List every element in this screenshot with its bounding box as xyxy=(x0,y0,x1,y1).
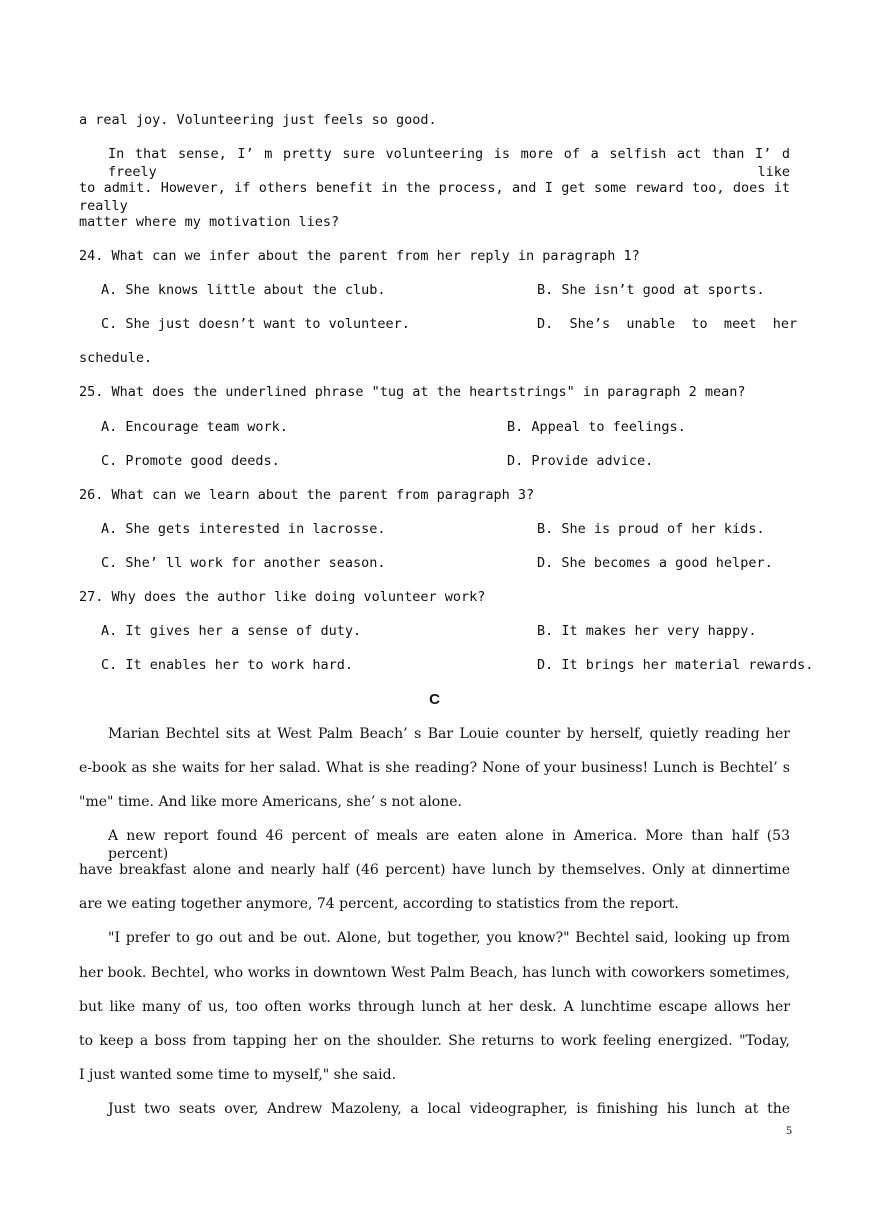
question-27-option-b: B. It makes her very happy. xyxy=(537,623,757,639)
question-27-option-d: D. It brings her material rewards. xyxy=(537,657,814,673)
question-25-option-a: A. Encourage team work. xyxy=(101,419,288,435)
passage-c-line: A new report found 46 percent of meals are eaten alone in America. More than half (53 percent) xyxy=(108,828,790,862)
question-24-option-d: D. She’s unable to meet her xyxy=(537,316,798,332)
passage-b-paragraph-line: matter where my motivation lies? xyxy=(79,214,340,230)
question-24-stem: 24. What can we infer about the parent from her reply in paragraph 1? xyxy=(79,248,640,264)
question-26-option-a: A. She gets interested in lacrosse. xyxy=(101,521,386,537)
passage-b-paragraph-line: to admit. However, if others benefit in the process, and I get some reward too, does it really xyxy=(79,180,790,214)
passage-c-line: "me" time. And like more Americans, she’ s not alone. xyxy=(79,794,462,810)
question-24-option-d-continued: schedule. xyxy=(79,350,153,366)
passage-c-line: her book. Bechtel, who works in downtown West Palm Beach, has lunch with coworkers sometimes, xyxy=(79,965,790,981)
question-25-option-c: C. Promote good deeds. xyxy=(101,453,280,469)
passage-c-line: e-book as she waits for her salad. What is she reading? None of your business! Lunch is Bechtel’ s xyxy=(79,760,790,776)
question-26-stem: 26. What can we learn about the parent from paragraph 3? xyxy=(79,487,535,503)
question-25-option-d: D. Provide advice. xyxy=(507,453,654,469)
question-26-option-d: D. She becomes a good helper. xyxy=(537,555,773,571)
passage-b-paragraph-line: In that sense, I’ m pretty sure volunteering is more of a selfish act than I’ d freely like xyxy=(108,146,790,180)
question-26-option-b: B. She is proud of her kids. xyxy=(537,521,765,537)
question-27-option-c: C. It enables her to work hard. xyxy=(101,657,353,673)
page-number: 5 xyxy=(786,1123,792,1137)
passage-c-line: but like many of us, too often works through lunch at her desk. A lunchtime escape allows her xyxy=(79,999,790,1015)
passage-c-line: Marian Bechtel sits at West Palm Beach’ s Bar Louie counter by herself, quietly reading her xyxy=(108,726,790,742)
question-24-option-b: B. She isn’t good at sports. xyxy=(537,282,765,298)
passage-c-heading: C xyxy=(429,691,440,708)
question-24-option-c: C. She just doesn’t want to volunteer. xyxy=(101,316,410,332)
question-25-option-b: B. Appeal to feelings. xyxy=(507,419,686,435)
passage-c-line: to keep a boss from tapping her on the shoulder. She returns to work feeling energized. "Today, xyxy=(79,1033,790,1049)
passage-c-line: I just wanted some time to myself," she said. xyxy=(79,1067,397,1083)
passage-b-line: a real joy. Volunteering just feels so good. xyxy=(79,112,437,128)
passage-c-line: have breakfast alone and nearly half (46 percent) have lunch by themselves. Only at dinnertime xyxy=(79,862,790,878)
question-27-option-a: A. It gives her a sense of duty. xyxy=(101,623,362,639)
passage-c-line: are we eating together anymore, 74 percent, according to statistics from the report. xyxy=(79,896,679,912)
question-24-option-a: A. She knows little about the club. xyxy=(101,282,386,298)
question-26-option-c: C. She’ ll work for another season. xyxy=(101,555,386,571)
question-25-stem: 25. What does the underlined phrase "tug at the heartstrings" in paragraph 2 mean? xyxy=(79,384,746,400)
passage-c-line: Just two seats over, Andrew Mazoleny, a local videographer, is finishing his lunch at the xyxy=(108,1101,790,1117)
passage-c-line: "I prefer to go out and be out. Alone, but together, you know?" Bechtel said, looking up from xyxy=(108,930,790,946)
question-27-stem: 27. Why does the author like doing volunteer work? xyxy=(79,589,486,605)
